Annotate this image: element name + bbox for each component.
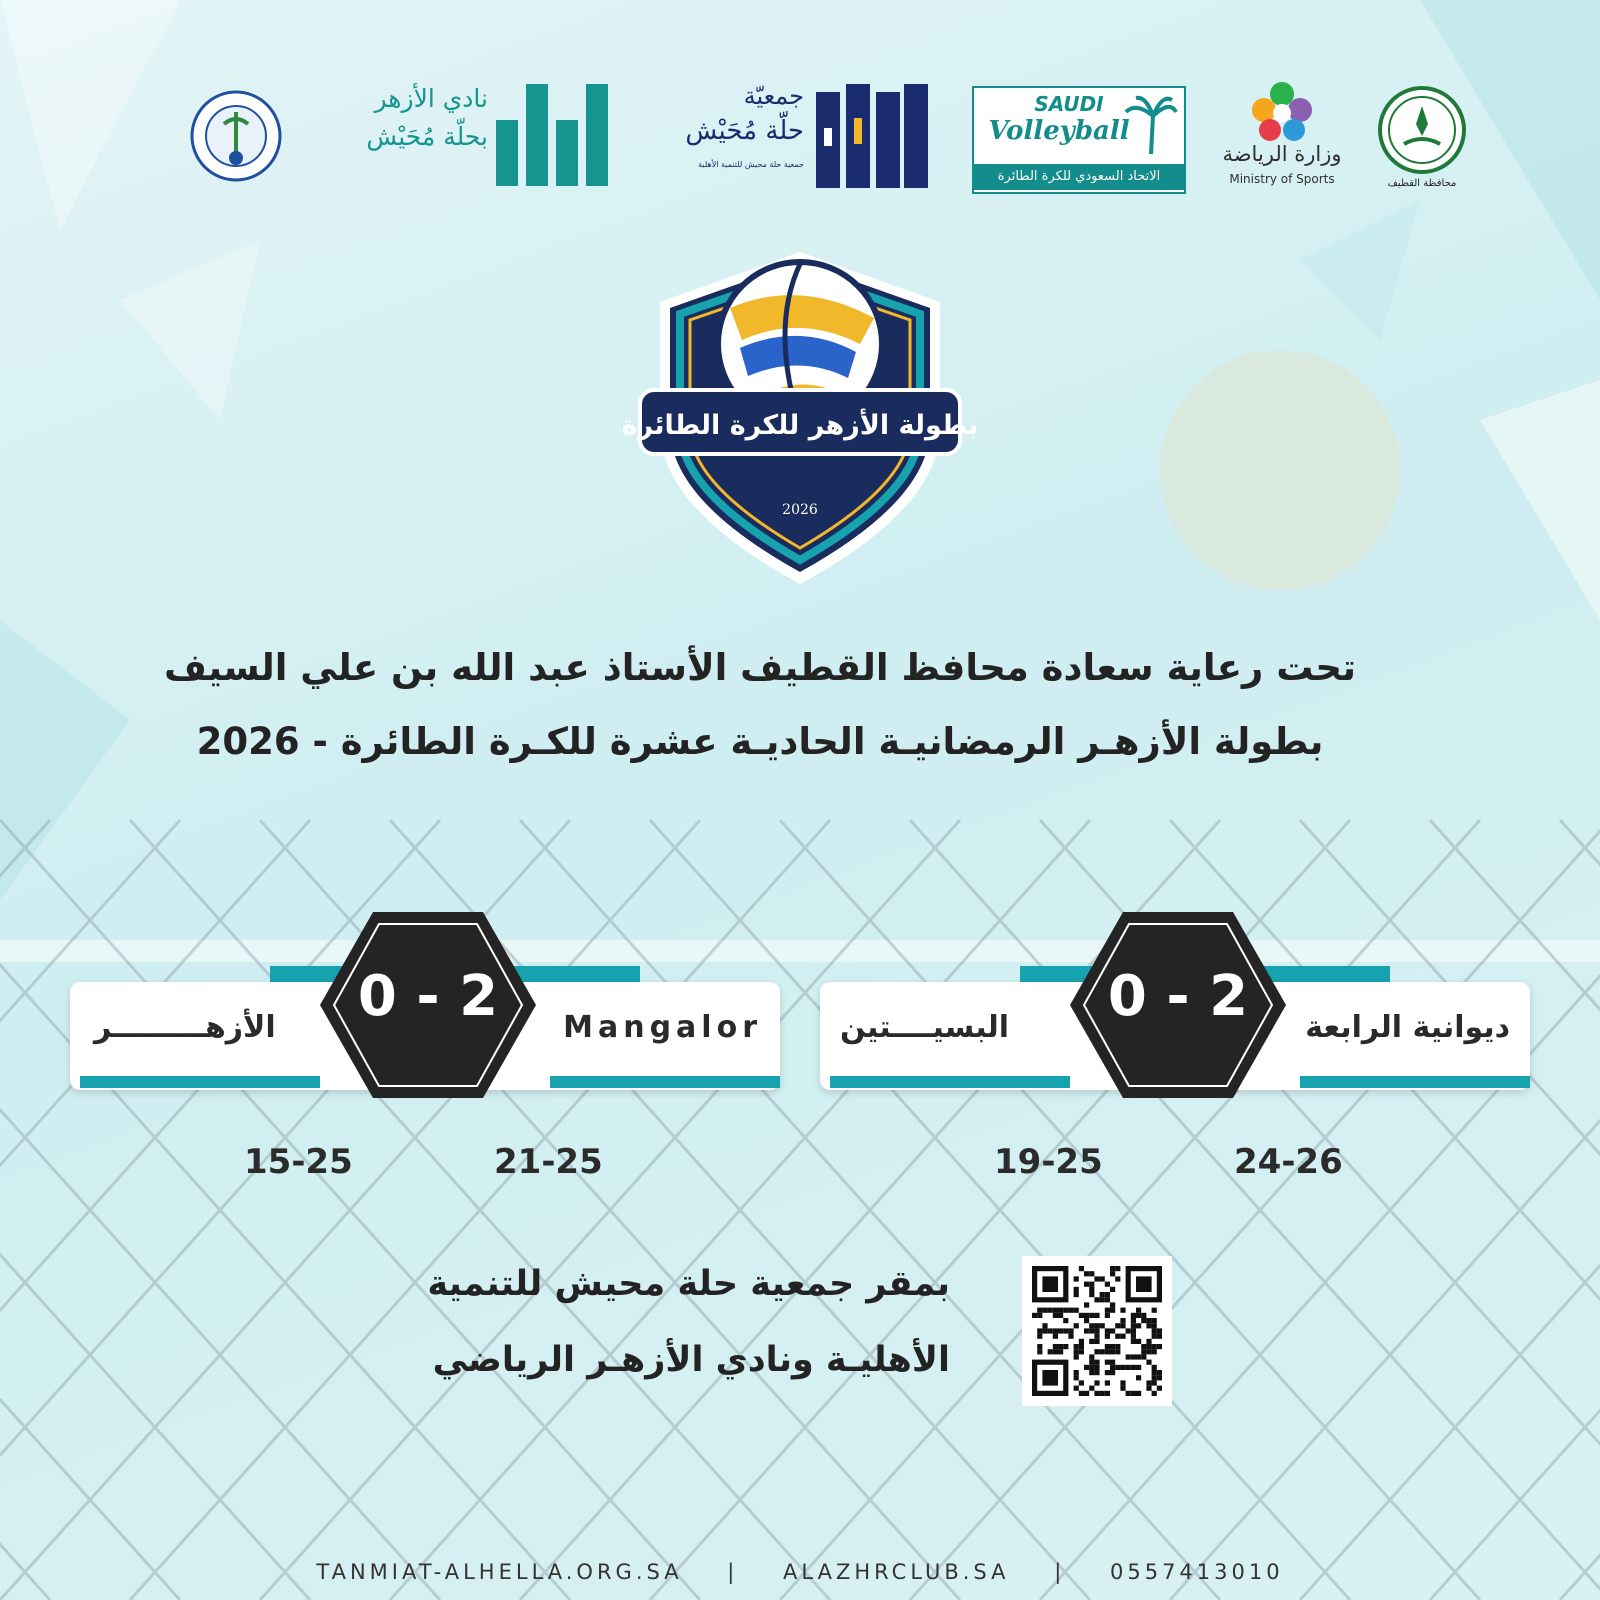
match-2-score: 2 - 0 — [357, 964, 499, 1029]
match-1-set-2: 19-25 — [994, 1142, 1103, 1182]
emblem-title: بطولة الأزهر للكرة الطائرة — [621, 410, 979, 441]
match-1-score-hexagon — [1068, 908, 1288, 1103]
emblem-year: 2026 — [782, 502, 818, 518]
footer-phone[interactable]: 0557413010 — [1109, 1560, 1284, 1584]
association-mark-icon — [816, 84, 928, 188]
ministry-flower-icon — [1222, 80, 1342, 142]
khuwaildiya-badge-icon — [190, 90, 282, 182]
venue-line-2: الأهليـة ونادي الأزهـر الرياضي — [432, 1340, 950, 1380]
match-1-set-1: 24-26 — [1234, 1142, 1343, 1182]
tournament-title: بطولة الأزهـر الرمضانيـة الحاديـة عشرة للكـرة الطائرة - 2026 — [196, 720, 1324, 763]
saudi-volleyball-federation-logo — [972, 86, 1186, 194]
azhar-club-line1: نادي الأزهر — [374, 84, 488, 113]
match-2-score-hexagon — [318, 908, 538, 1103]
federation-label: الاتحاد السعودي للكرة الطائرة — [974, 164, 1184, 190]
federation-brand-main: Volleyball — [988, 116, 1130, 146]
footer-separator-1: | — [727, 1560, 739, 1584]
match-2-set-2: 15-25 — [244, 1142, 353, 1182]
footer — [0, 1560, 1600, 1584]
match-card-1 — [820, 908, 1540, 1098]
azhar-club-line2: بحلّة مُحَيْش — [366, 122, 488, 151]
qr-code[interactable] — [1022, 1256, 1172, 1406]
association-sub: جمعية حلة محيش للتنمية الأهلية — [698, 160, 804, 169]
match-2-team-right: Mangalor — [563, 1010, 762, 1045]
qatif-governorate-logo — [1372, 84, 1472, 194]
federation-brand-top: SAUDI — [1034, 92, 1104, 116]
association-logo — [654, 82, 930, 192]
tournament-emblem — [621, 248, 979, 588]
venue-line-1: بمقر جمعية حلة محيش للتنمية — [427, 1264, 950, 1304]
ministry-label-en: Ministry of Sports — [1229, 172, 1335, 186]
footer-separator-2: | — [1054, 1560, 1066, 1584]
footer-website-1[interactable]: TANMIAT-ALHELLA.ORG.SA — [316, 1560, 683, 1584]
match-1-score: 2 - 0 — [1107, 964, 1249, 1029]
patronage-line: تحت رعاية سعادة محافظ القطيف الأستاذ عبد الله بن علي السيف — [164, 646, 1356, 689]
qatif-emblem-icon — [1372, 84, 1472, 180]
footer-website-2[interactable]: ALAZHRCLUB.SA — [783, 1560, 1010, 1584]
qatif-label: محافظة القطيف — [1387, 178, 1457, 189]
match-1-team-right: ديوانية الرابعة — [1305, 1010, 1510, 1045]
ministry-label-ar: وزارة الرياضة — [1222, 142, 1342, 166]
azhar-club-mark-icon — [496, 84, 608, 188]
ministry-of-sports-logo — [1222, 80, 1342, 190]
azhar-club-logo — [326, 84, 610, 194]
association-line1: جمعيّة — [743, 82, 804, 110]
association-line2: حلّة مُحَيْش — [685, 116, 804, 146]
palm-tree-icon — [1126, 94, 1176, 154]
match-2-set-1: 21-25 — [494, 1142, 603, 1182]
khuwaildiya-club-logo — [190, 90, 282, 182]
match-card-2 — [70, 908, 790, 1098]
match-2-team-left: الأزهـــــــــر — [94, 1010, 276, 1045]
match-1-team-left: البسيــــتين — [840, 1010, 1010, 1045]
